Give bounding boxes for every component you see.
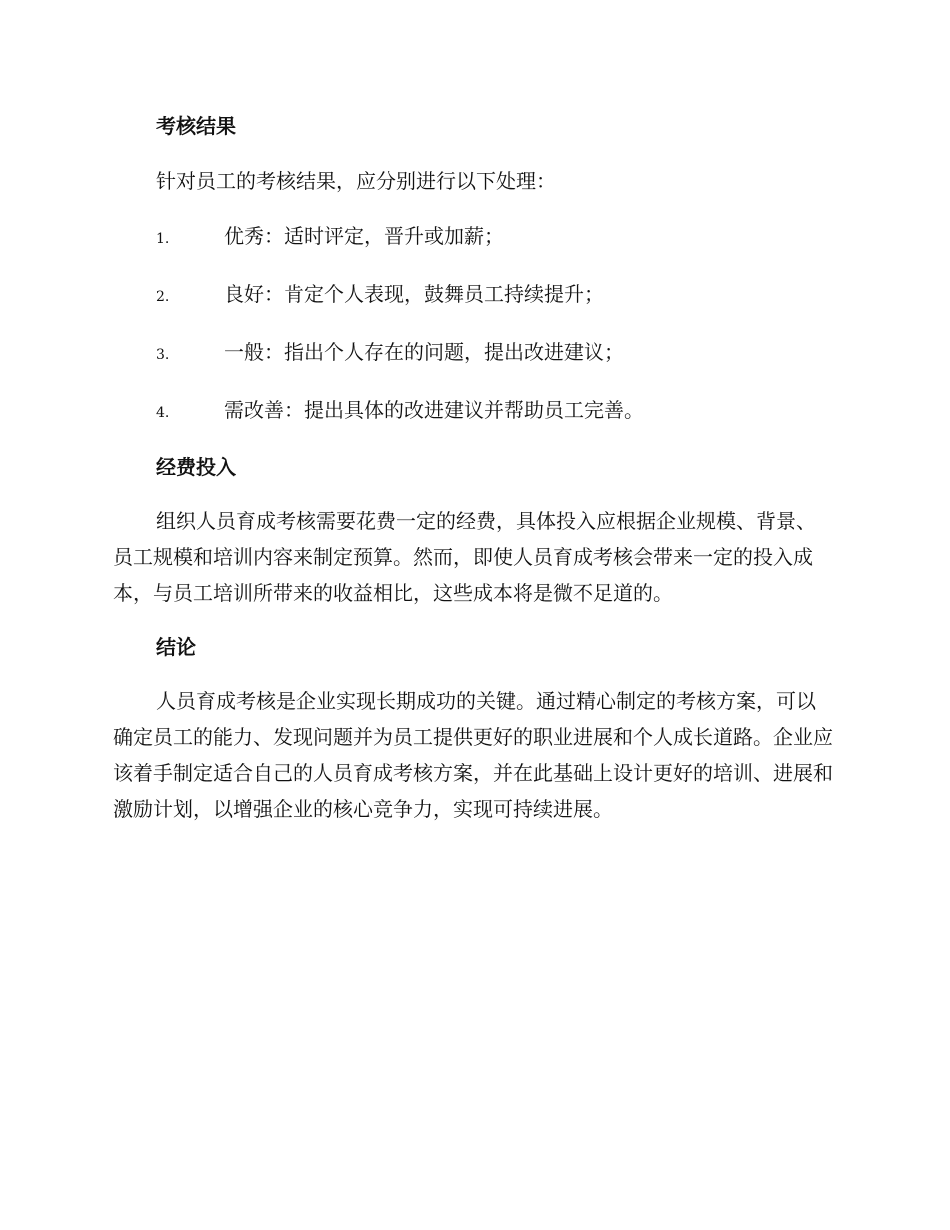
list-item-text: 良好：肯定个人表现，鼓舞员工持续提升；: [224, 282, 604, 306]
results-list: [113, 218, 833, 431]
section-heading-budget: 经费投入: [156, 455, 236, 479]
list-item-number: 1.: [156, 231, 170, 247]
list-item-number: 3.: [156, 347, 170, 363]
section-heading-results: 考核结果: [156, 114, 236, 138]
list-item-text: 需改善：提出具体的改进建议并帮助员工完善。: [224, 398, 644, 422]
budget-paragraph: 组织人员育成考核需要花费一定的经费，具体投入应根据企业规模、背景、员工规模和培训内容来制定预算。然而，即使人员育成考核会带来一定的投入成本，与员工培训所带来的收益相比，这些成本将是微不足道的。: [113, 509, 816, 605]
list-item: [113, 392, 833, 431]
document-content: [113, 108, 833, 827]
list-item-text: 优秀：适时评定，晋升或加薪；: [224, 224, 504, 248]
list-item-text: 一般：指出个人存在的问题，提出改进建议；: [224, 340, 624, 364]
list-item: [113, 218, 833, 257]
list-item: [113, 276, 833, 315]
list-item-number: 2.: [156, 289, 170, 305]
section-heading-conclusion: 结论: [156, 635, 196, 659]
results-lead-paragraph: 针对员工的考核结果，应分别进行以下处理：: [156, 169, 556, 193]
conclusion-paragraph: 人员育成考核是企业实现长期成功的关键。通过精心制定的考核方案，可以确定员工的能力、发现问题并为员工提供更好的职业进展和个人成长道路。企业应该着手制定适合自己的人员育成考核方案，并在此基础上设计更好的培训、进展和激励计划，以增强企业的核心竞争力，实现可持续进展。: [113, 689, 833, 821]
list-item-number: 4.: [156, 405, 170, 421]
list-item: [113, 334, 833, 373]
